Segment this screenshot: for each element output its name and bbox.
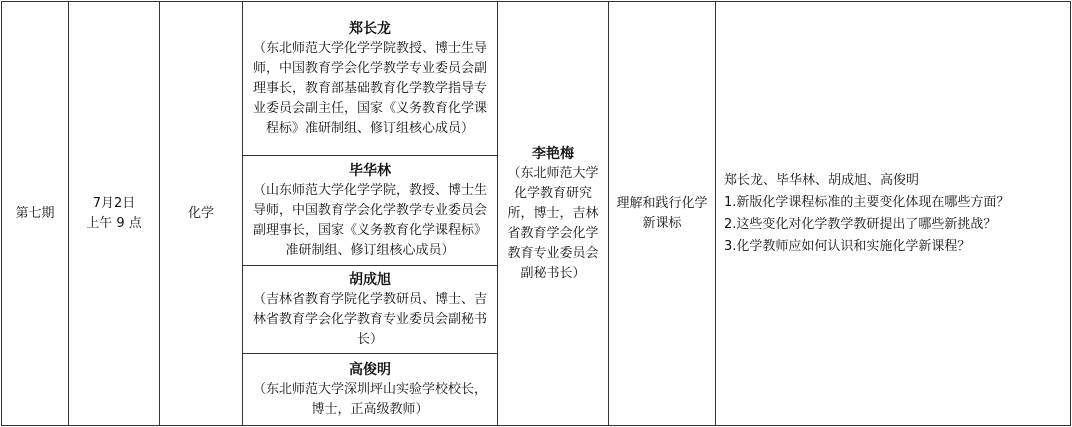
question-item: 2.这些变化对化学教学教研提出了哪些新挑战？ bbox=[724, 216, 997, 232]
guest-cell bbox=[242, 265, 498, 354]
date-label: 7月2日 bbox=[92, 195, 136, 211]
guest-bio: （吉林省教育学院化学教研员、博士、吉林省教育学会化学教育专业委员会副秘书长） bbox=[252, 291, 487, 347]
guest-name: 胡成旭 bbox=[349, 271, 391, 288]
questions-cell bbox=[715, 1, 1071, 426]
time-label: 上午 9 点 bbox=[86, 215, 142, 231]
period-label: 第七期 bbox=[15, 205, 55, 221]
guest-cell bbox=[242, 353, 498, 426]
host-cell bbox=[497, 1, 609, 426]
guest-bio: （东北师范大学化学学院教授、博士生导师，中国教育学会化学教学专业委员会副理事长，教育部基础教育化学教学指导专业委员会副主任，国家《义务教育化学课程标》准研制组、修订组核心成员） bbox=[252, 40, 487, 136]
host-name: 李艳梅 bbox=[532, 145, 574, 162]
guest-bio: （东北师范大学深圳坪山实验学校校长，博士，正高级教师） bbox=[252, 381, 487, 417]
time-cell bbox=[68, 1, 160, 426]
guest-name: 郑长龙 bbox=[349, 20, 391, 37]
subject-label: 化学 bbox=[187, 205, 214, 221]
period-cell bbox=[1, 1, 69, 426]
guest-cell bbox=[242, 155, 498, 266]
guest-bio: （山东师范大学化学学院，教授、博士生导师，中国教育学会化学教学专业委员会副理事长，国家《义务教育化学课程标》准研制组、修订组核心成员） bbox=[252, 182, 487, 258]
guest-cell bbox=[242, 1, 498, 156]
questions-list bbox=[724, 170, 1009, 258]
subject-cell bbox=[159, 1, 243, 426]
speakers-line: 郑长龙、毕华林、胡成旭、高俊明 bbox=[724, 172, 920, 188]
topic-label: 理解和践行化学新课标 bbox=[616, 195, 708, 231]
question-item: 1.新版化学课程标准的主要变化体现在哪些方面？ bbox=[724, 194, 1010, 210]
host-bio: （东北师范大学化学教育研究所，博士，吉林省教育学会化学教育专业委员会副秘书长） bbox=[507, 165, 599, 281]
topic-cell bbox=[608, 1, 716, 426]
question-item: 3.化学教师应如何认识和实施化学新课程？ bbox=[724, 238, 971, 254]
guest-name: 毕华林 bbox=[349, 162, 391, 179]
guest-name: 高俊明 bbox=[349, 361, 391, 378]
